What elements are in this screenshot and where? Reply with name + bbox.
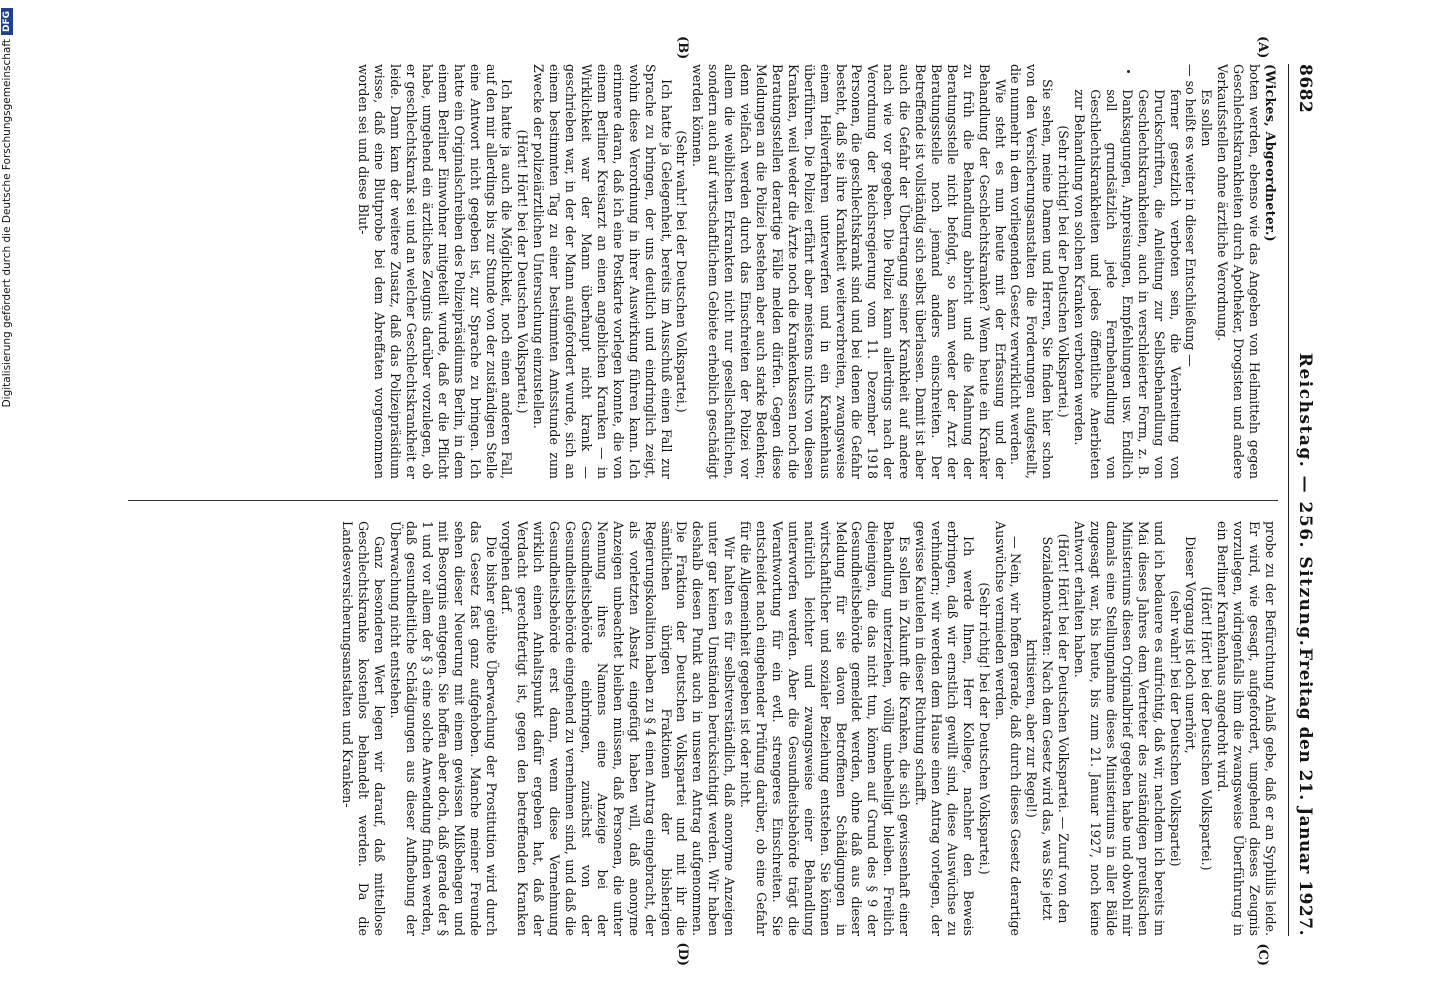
column-divider [128, 500, 1278, 501]
margin-mark-a: (A) [1255, 36, 1270, 59]
margin-mark-d: (D) [675, 942, 690, 966]
left-column [128, 64, 1278, 479]
interjection: (Hört! Hört! bei der Deutschen Volkspartei. — Zuruf von den Sozialdemokraten: Nach dem Gesetz wird das, was Sie jetzt kritisieren, aber zur Regel!) [1024, 533, 1072, 924]
rotated-document-page [97, 30, 1337, 970]
session-date: Freitag den 21. Januar 1927. [1295, 647, 1315, 936]
speaker-label: (Wickes, Abgeordneter.) [1263, 64, 1278, 242]
paragraph: Ich hatte ja auch die Möglichkeit, noch einen anderen Fall, auf den mir allerdings bis zur Stunde von der zuständigen Stelle eine Antwort nicht gegeben ist, zur Sprache zu bringen. Ich hatte ein Originalschreiben des Polizeipräsidiums Berlin, in dem einem Berliner Einwohner mitgeteilt wurde, daß er die Pflicht habe, umgehend ein ärztliches Zeugnis darüber vorzulegen, ob er geschlechtskrank sei und an welcher Geschlechtskrankheit er leide. Dann kam der weitere Zusatz, daß das Polizeipräsidium wisse, daß eine Blutprobe bei dem Abreffaten vorgenommen worden sei und diese Blut- [356, 64, 515, 479]
paragraph: Es sollen in Zukunft die Kranken, die sich gewissenhaft einer Behandlung unterziehen, völlig unbehelligt bleiben. Freilich diejenigen, die das nicht tun, können auf Grund des § 9 der Gesundheitsbehörde gemeldet werden, ohne daß aus dieser Meldung für sie davon Betroffenen Schädigungen in wirtschaftlicher und sozialer Beziehung entstehen. Sie können natürlich leichter und zwangsweise einer Behandlung unterworfen werden. Aber die Gesundheitsbehörde trägt die Verantwortung für ein evtl. strengeres Einschreiten. Sie entscheidet nach eingehender Prüfung darüber, ob eine Gefahr für die Allgemeinheit gegeben ist oder nicht. [738, 521, 913, 936]
running-header [1288, 64, 1319, 936]
paragraph: Dieser Vorgang ist doch unerhört, [1183, 536, 1199, 754]
paragraph: Ich hatte ja Gelegenheit, bereits im Ausschuß einen Fall zur Sprache zu bringen, der uns deutlich und eindringlich zeigt, wohin diese Verordnung in ihrer Auswirkung führen kann. Ich erinnere daran, daß ich eine Postkarte vorlegen konnte, die von einem Berliner Kreisarzt an einen angeblichen Kranken — in Wirklichkeit war der Mann überhaupt nicht krank — geschrieben war, in der der Mann aufgefordert wurde, sich an einem bestimmten Tag zu einer bestimmten Amtsstunde zum Zwecke der polizeiärztlichen Untersuchung einzustellen. [531, 64, 674, 479]
paragraph: Sie sehen, meine Damen und Herren, Sie finden hier schon von den Versicherungsanstalten die Forderungen aufgestellt, die nunmehr in dem vorliegenden Gesetz verwirklicht werden. [1008, 64, 1056, 479]
digitization-footer [0, 0, 14, 1000]
interjection: (Sehr wahr! bei der Deutschen Volkspartei.) [674, 130, 690, 413]
paragraph: Es sollen [1199, 89, 1215, 147]
interjection: (Hört! Hört! bei der Deutschen Volkspartei.) [515, 129, 531, 414]
dfg-logo: DFG [1, 8, 13, 35]
right-column [128, 521, 1278, 936]
paragraph: Ganz besonderen Wert legen wir darauf, daß mittellose Geschlechtskranke kostenlos behandelt werden. Da die Landesversicherungsanstalten und Kranken- [340, 521, 388, 936]
paragraph: Wir halten es für selbstverständlich, daß anonyme Anzeigen unter gar keinen Umständen berücksichtigt werden. Wir haben deshalb diesen Punkt auch in unseren Antrag aufgenommen. Die Fraktion der Deutschen Volkspartei und mit ihr die sämtlichen übrigen Fraktionen der bisherigen Regierungskoalition haben zu § 4 einen Antrag eingebracht, der als vorletzten Absatz eingefügt haben will, daß anonyme Anzeigen unbeachtet bleiben müssen, daß Personen, die unter Nennung ihres Namens eine Anzeige bei der Gesundheitsbehörde einbringen, zunächst von der Gesundheitsbehörde eingehend zu vernehmen sind, und daß die Gesundheitsbehörde erst dann, wenn diese Vernehmung wirklich einen Anhaltspunkt dafür ergeben hat, daß der Verdacht gerechtfertigt ist, gegen den betreffenden Kranken vorgehen darf. [499, 521, 738, 936]
paragraph: boten werden, ebenso wie das Angeben von Heilmitteln gegen Geschlechtskrankheiten durch Apotheker, Drogisten und andere Verkaufsstellen ohne ärztliche Verordnung. [1215, 64, 1263, 479]
quoted-paragraph: ferner gesetzlich verboten sein, die Verbreitung von Druckschriften, die Anleitung zur Selbstbehandlung von Geschlechtskrankheiten, auch in verschleierter Form, z. B. Danksagungen, Anpreisungen, Empfehlungen usw. Endlich soll grundsätzlich jede Fernbehandlung von Geschlechtskrankheiten und jedes öffentliche Anerbieten zur Behandlung von solchen Kranken verboten werden. [1072, 89, 1183, 479]
scan-speck [1127, 70, 1130, 73]
interjection: (sehr wahr! bei der Deutschen Volkspartei) [1167, 590, 1183, 867]
paragraph: — so heißt es weiter in dieser Entschließung — [1183, 64, 1199, 367]
margin-mark-b: (B) [675, 36, 690, 60]
paragraph: Die bisher geübte Überwachung der Prostitution wird durch das Gesetz fast ganz aufgehoben. Manche meiner Freunde sehen dieser Neuerung mit einem gewissen Mißbehagen und mit Besorgnis entgegen. Sie hoffen aber doch, daß gerade der § 1 und vor allem der § 3 eine solche Anwendung finden werden, daß gesundheitliche Schädigungen aus dieser Aufhebung der Überwachung nicht entstehen. [388, 521, 499, 936]
interjection: (Sehr richtig! bei der Deutschen Volkspartei.) [976, 582, 992, 875]
paragraph: Wie steht es nun heute mit der Erfassung und der Behandlung der Geschlechtskranken? Wenn heute ein Kranker zu früh die Behandlung abbricht und die Mahnung der Beratungsstelle nicht befolgt, so kann weder der Arzt der Beratungsstelle noch jemand anders einschreiten. Der Betreffende ist vollständig sich selbst überlassen. Damit ist aber auch die Gefahr der Übertragung seiner Krankheit auf andere nach wie vor gegeben. Die Polizei kann allerdings nach der Verordnung der Reichsregierung vom 11. Dezember 1918 Personen, die geschlechtskrank sind und bei denen die Gefahr besteht, daß sie ihre Krankheit weiterverbreiten, zwangsweise einem Heilverfahren unterwerfen und in ein Krankenhaus überführen. Die Polizei erfährt aber meistens nichts von diesen Kranken, weil weder die Ärzte noch die Krankenkassen noch die Beratungsstellen derartige Fälle melden dürfen. Gegen diese Meldungen an die Polizei bestehen aber auch starke Bedenken; denn vielfach werden durch das Einschreiten der Polizei vor allem die weiblichen Erkrankten nicht nur gesellschaftlichen, sondern auch auf wirtschaftlichem Gebiete erheblich geschädigt werden können. [690, 64, 1008, 479]
interjection: (Sehr richtig! bei der Deutschen Volkspartei.) [1056, 125, 1072, 418]
paragraph: — Nein, wir hoffen gerade, daß durch dieses Gesetz derartige Auswüchse vermieden werden. [992, 521, 1024, 936]
page-number: 8682 [1295, 64, 1315, 114]
session-title: Reichstag. — 256. Sitzung. [1295, 352, 1315, 648]
interjection: (Hört! Hört! bei der Deutschen Volkspartei.) [1199, 586, 1215, 871]
text-columns [128, 36, 1278, 966]
funding-notice: Digitalisierung gefördert durch die Deutsche Forschungsgemeinschaft [1, 39, 13, 408]
paragraph: probe zu der Befürchtung Anlaß gebe, daß er an Syphilis leide. Er wird, wie gesagt, aufgefordert, umgehend dieses Zeugnis vorzulegen, widrigenfalls ihm die zwangsweise Überführung in ein Berliner Krankenhaus angedroht wird. [1215, 521, 1278, 936]
paragraph: und ich bedauere es aufrichtig, daß wir, nachdem ich bereits im Mai dieses Jahres dem Vertreter des zuständigen preußischen Ministeriums diesen Originalbrief gegeben habe und obwohl mir damals eine Stellungnahme dieses Ministeriums in aller Bälde zugesagt war, bis heute, bis zum 21. Januar 1927, noch keine Antwort erhalten haben. [1072, 521, 1167, 936]
paragraph: Ich werde Ihnen, Herr Kollege, nachher den Beweis erbringen, daß wir ernstlich gewillt sind, diese Auswüchse zu verhindern; wir werden dem Hause einen Antrag vorlegen, der gewisse Kautelen in dieser Richtung schafft. [913, 521, 976, 936]
margin-mark-c: (C) [1255, 943, 1270, 966]
